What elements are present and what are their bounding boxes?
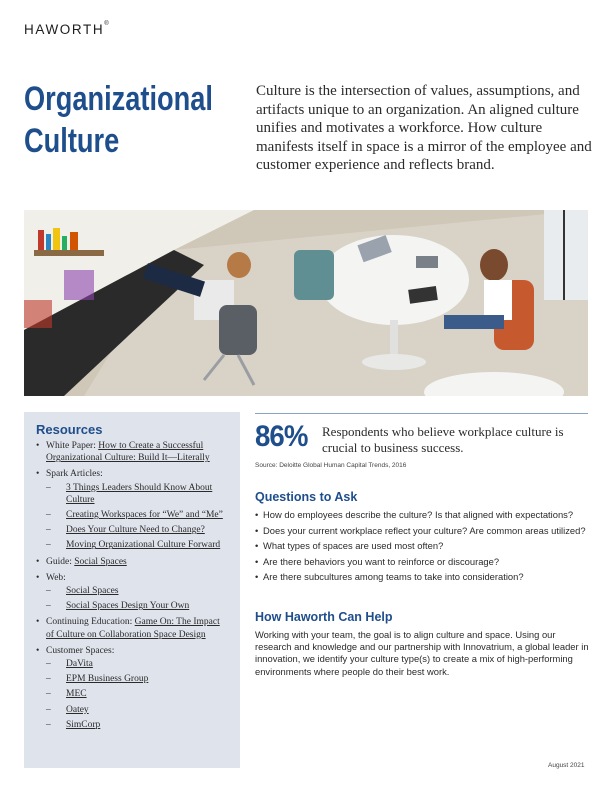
guide-label: Guide: [46,556,72,567]
questions-heading: Questions to Ask [255,490,358,504]
white-paper-link[interactable]: How to Create a Successful Organizational Culture: Build It—Literally [46,441,210,464]
list-item [36,468,228,551]
continuing-education-label: Continuing Education: [46,617,133,628]
list-item [46,704,228,716]
spark-article-link[interactable]: – Creating Workspaces for “We” and “Me” [66,510,223,521]
publication-date: August 2021 [548,762,585,769]
help-paragraph: Working with your team, the goal is to align culture and space. Using our research and knowledge and our partnership with Innovatrium, a global leader in innovation, we identify your culture type(s) to create a mix of high-performing environments where people do their best work. [255,629,589,677]
list-item [46,600,228,612]
spark-articles-label: Spark Articles: [46,469,103,480]
web-link[interactable]: Social Spaces [66,586,119,597]
web-link[interactable]: Social Spaces Design Your Own [66,601,190,612]
customer-link[interactable]: Oatey [66,704,89,715]
white-paper-label: White Paper: [46,441,96,451]
list-item [36,440,228,464]
web-label: Web: [46,572,66,583]
intro-paragraph: Culture is the intersection of values, assumptions, and artifacts unique to an organization. An aligned culture unifies and motivates a workforce. How culture manifests itself in space is a mirror of the employee and customer experience and reflects brand. [256,83,592,173]
list-item [46,482,228,506]
list-item [46,688,228,700]
list-item [36,556,228,568]
customer-link[interactable]: SimCorp [66,719,101,730]
office-photo [24,210,588,396]
page-title [24,78,213,162]
list-item [36,616,228,640]
list-item [46,658,228,670]
spark-article-link[interactable]: – Moving Organizational Culture Forward [66,540,221,551]
list-item: • What types of spaces are used most often? [255,540,590,552]
list-item [46,673,228,685]
list-item [46,509,228,521]
customer-spaces-list [46,658,228,731]
list-item [46,585,228,597]
resources-list [36,440,228,731]
spark-article-link[interactable]: – 3 Things Leaders Should Know About Culture [66,482,213,505]
list-item [46,524,228,536]
title-line-1: Organizational [24,80,213,118]
list-item: • How do employees describe the culture? Is that aligned with expectations? [255,509,590,521]
customer-link[interactable]: DaVita [66,659,93,670]
list-item: • Does your current workplace reflect your culture? Are common areas utilized? [255,525,590,537]
list-item [46,719,228,731]
help-heading: How Haworth Can Help [255,610,393,624]
list-item [36,645,228,731]
customer-link[interactable]: MEC [66,689,87,700]
list-item [36,572,228,613]
questions-list [255,509,590,587]
section-divider [255,413,588,414]
customer-link[interactable]: EPM Business Group [66,674,149,685]
list-item: • Are there subcultures among teams to take into consideration? [255,571,590,583]
stat-description: Respondents who believe workplace culture is crucial to business success. [322,424,564,455]
spark-article-link[interactable]: – Does Your Culture Need to Change? [66,525,205,536]
resources-heading: Resources [36,422,103,437]
title-line-2: Culture [24,122,120,160]
stat-value: 86% [255,420,308,453]
spark-articles-list [46,482,228,552]
list-item: • Are there behaviors you want to reinforce or discourage? [255,556,590,568]
stat-source: Source: Deloitte Global Human Capital Trends, 2016 [255,462,407,469]
web-list [46,585,228,612]
resources-panel [24,412,240,768]
continuing-education-link[interactable]: Game On: The Impact of Culture on Collaboration Space Design [46,617,220,640]
registered-mark: ® [104,21,109,27]
office-photo-illustration [24,210,588,396]
customer-spaces-label: Customer Spaces: [46,645,115,656]
guide-link[interactable]: Social Spaces [74,556,127,567]
logo-text: HAWORTH [24,22,105,37]
haworth-logo [24,22,109,37]
list-item [46,539,228,551]
